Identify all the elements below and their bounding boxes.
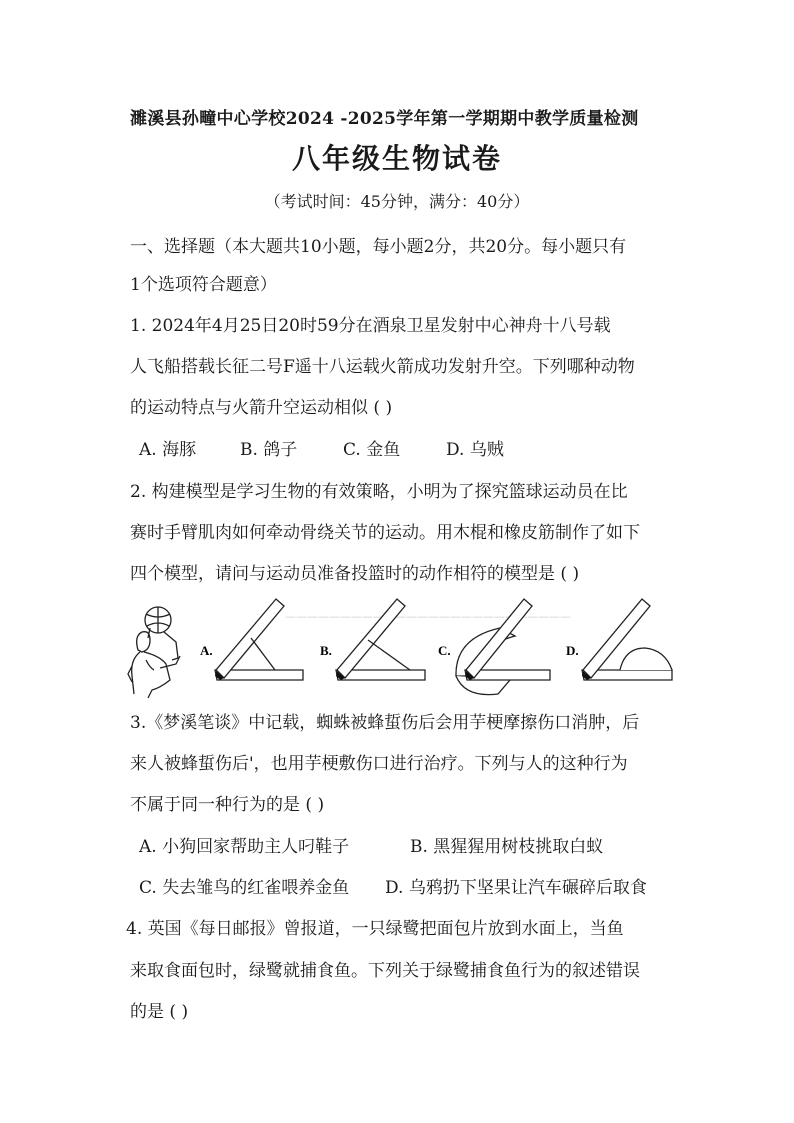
q2-label-a: A.: [200, 643, 213, 658]
bleed-text: ——————————————————————————: [285, 610, 571, 623]
q1-option-b: B. 鸽子: [240, 440, 298, 460]
q3-option-a: A. 小狗回家帮助主人叼鞋子: [139, 837, 350, 857]
q1-option-c: C. 金鱼: [343, 440, 401, 460]
q1-line2: 人飞船搭载长征二号F遥十八运载火箭成功发射升空。下列哪种动物: [130, 357, 635, 377]
q2-line3: 四个模型，请问与运动员准备投篮时的动作相符的模型是 ( ): [130, 564, 580, 584]
exam-info: （考试时间：45分钟，满分：40分）: [264, 192, 530, 211]
q4-line1: 4. 英国《每日邮报》曾报道，一只绿鹭把面包片放到水面上，当鱼: [126, 919, 624, 939]
model-d: [582, 599, 672, 680]
basketball-player-illustration: [128, 607, 180, 698]
q3-line1: 3.《梦溪笔谈》中记载，蜘蛛被蜂蜇伤后会用芋梗摩擦伤口消肿，后: [130, 713, 640, 733]
q1-option-d: D. 乌贼: [446, 440, 504, 460]
q2-model-figure: [120, 598, 680, 703]
exam-title: 八年级生物试卷: [291, 142, 502, 175]
q1-line3: 的运动特点与火箭升空运动相似 ( ): [130, 398, 393, 418]
q3-line2: 来人被蜂蜇伤后'，也用芋梗敷伤口进行治疗。下列与人的这种行为: [130, 754, 628, 774]
q1-line1: 1. 2024年4月25日20时59分在酒泉卫星发射中心神舟十八号载: [130, 316, 611, 336]
section-heading-line2: 1个选项符合题意）: [130, 275, 277, 295]
q4-line3: 的是 ( ): [130, 1002, 189, 1022]
q2-line2: 赛时手臂肌肉如何牵动骨绕关节的运动。用木棍和橡皮筋制作了如下: [130, 523, 640, 543]
q1-option-a: A. 海豚: [139, 440, 197, 460]
school-header: 濉溪县孙疃中心学校2024 -2025学年第一学期期中教学质量检测: [130, 109, 639, 129]
q3-option-b: B. 黑猩猩用树枝挑取白蚁: [410, 837, 604, 857]
q2-label-b: B.: [320, 643, 332, 658]
q2-line1: 2. 构建模型是学习生物的有效策略，小明为了探究篮球运动员在比: [130, 482, 628, 502]
q2-label-d: D.: [566, 643, 579, 658]
q3-option-c: C. 失去雏鸟的红雀喂养金鱼: [139, 878, 350, 898]
q4-line2: 来取食面包时，绿鹭就捕食鱼。下列关于绿鹭捕食鱼行为的叙述错误: [130, 961, 640, 981]
section-heading-line1: 一、选择题（本大题共10小题，每小题2分，共20分。每小题只有: [130, 237, 627, 257]
q3-line3: 不属于同一种行为的是 ( ): [130, 795, 325, 815]
q2-label-c: C.: [438, 643, 451, 658]
q3-option-d: D. 乌鸦扔下坚果让汽车碾碎后取食: [385, 878, 647, 898]
